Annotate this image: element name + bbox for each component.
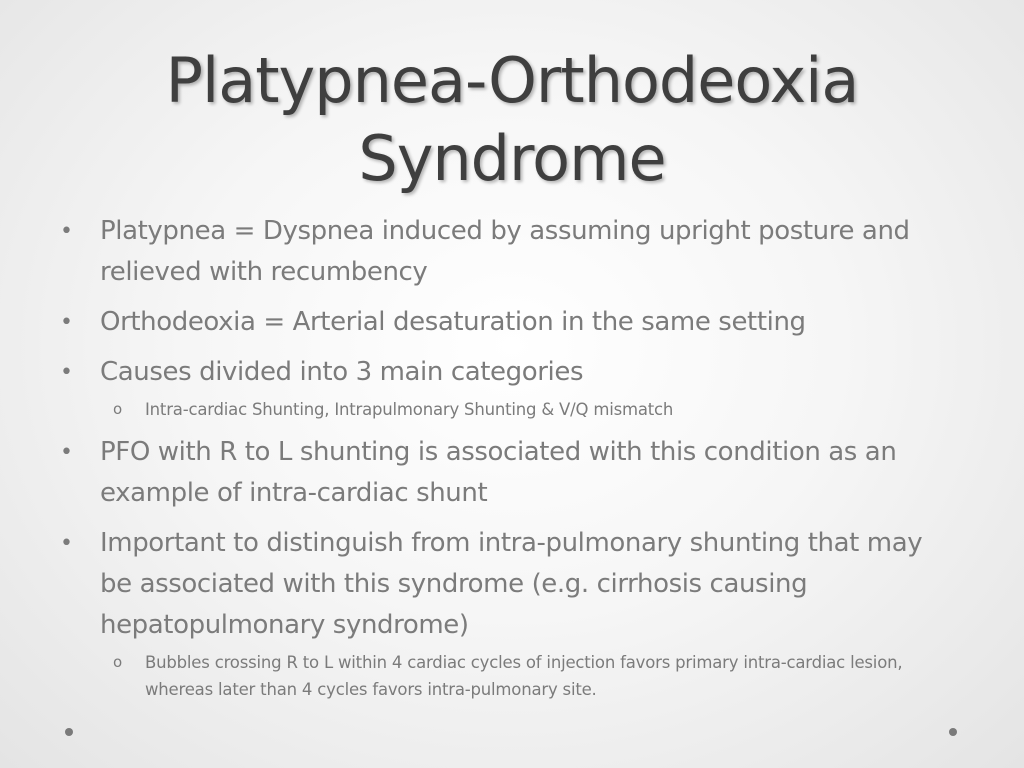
bullet-item: [58, 523, 958, 646]
slide-title: [60, 42, 964, 198]
bullet-text: Causes divided into 3 main categories: [100, 357, 584, 387]
bullet-icon: •: [60, 219, 73, 244]
sub-bullet-icon: o: [113, 400, 122, 418]
bullet-text: PFO with R to L shunting is associated with this condition as an example of intra-cardiac shunt: [100, 437, 897, 508]
bullet-text: Important to distinguish from intra-pulmonary shunting that may be associated with this syndrome (e.g. cirrhosis causing hepatopulmonary syndrome): [100, 528, 923, 640]
decorative-dot-left: [65, 728, 73, 736]
decorative-dot-right: [949, 728, 957, 736]
sub-bullet-icon: o: [113, 653, 122, 671]
bullet-text: Orthodeoxia = Arterial desaturation in the same setting: [100, 307, 806, 337]
bullet-icon: •: [60, 360, 73, 385]
sub-bullet-item: [58, 396, 958, 423]
title-line-1: Platypnea-Orthodeoxia: [165, 44, 859, 117]
sub-bullet-item: [58, 649, 958, 703]
sub-bullet-text: Bubbles crossing R to L within 4 cardiac cycles of injection favors primary intra-cardiac lesion, whereas later than 4 cycles favors intra-pulmonary site.: [145, 653, 903, 699]
bullet-item: [58, 211, 958, 293]
bullet-icon: •: [60, 310, 73, 335]
bullet-item: [58, 352, 958, 393]
bullet-item: [58, 302, 958, 343]
bullet-item: [58, 432, 958, 514]
bullet-icon: •: [60, 440, 73, 465]
bullet-icon: •: [60, 531, 73, 556]
title-line-2: Syndrome: [358, 122, 666, 195]
sub-bullet-text: Intra-cardiac Shunting, Intrapulmonary Shunting & V/Q mismatch: [145, 400, 674, 419]
bullet-text: Platypnea = Dyspnea induced by assuming upright posture and relieved with recumbency: [100, 216, 910, 287]
bullet-list: [58, 211, 958, 712]
